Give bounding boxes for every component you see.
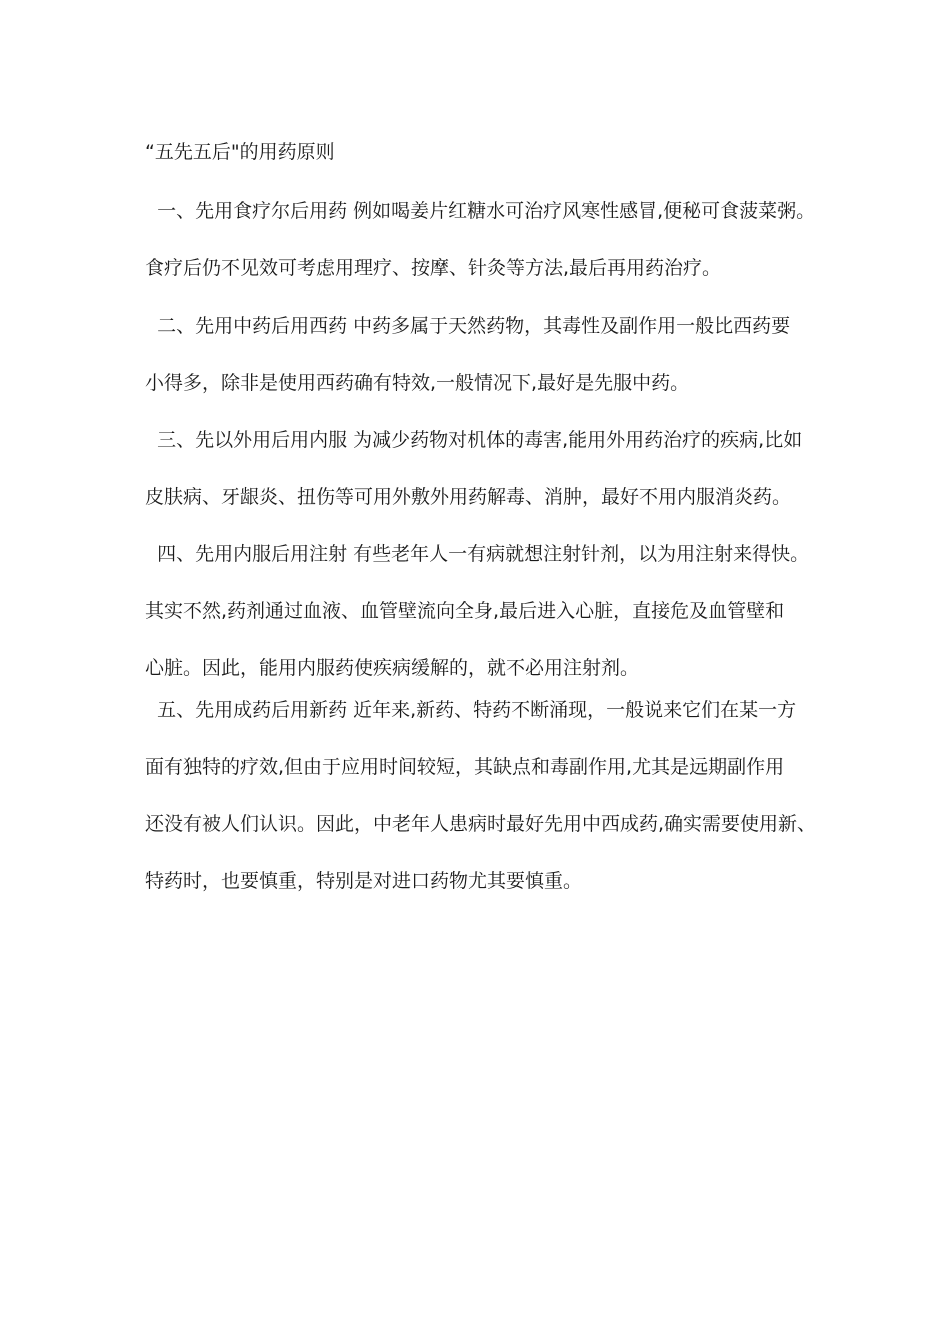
section-2 (145, 312, 835, 397)
document-title: “五先五后"的用药原则 (145, 141, 335, 163)
section-5-line-1: 五、先用成药后用新药 近年来,新药、特药不断涌现，一般说来它们在某一方 (145, 699, 797, 721)
section-2-line-1: 二、先用中药后用西药 中药多属于天然药物，其毒性及副作用一般比西药要 (145, 315, 791, 337)
section-4-line-2: 其实不然,药剂通过血液、血管壁流向全身,最后进入心脏，直接危及血管壁和 (145, 600, 785, 622)
section-5 (145, 696, 835, 895)
section-1-line-2: 食疗后仍不见效可考虑用理疗、按摩、针灸等方法,最后再用药治疗。 (145, 257, 722, 279)
section-5-line-4: 特药时，也要慎重，特别是对进口药物尤其要慎重。 (145, 870, 583, 892)
section-1 (145, 197, 835, 282)
section-4 (145, 540, 835, 682)
section-1-line-1: 一、先用食疗尔后用药 例如喝姜片红糖水可治疗风寒性感冒,便秘可食菠菜粥。 (145, 200, 816, 222)
section-5-line-2: 面有独特的疗效,但由于应用时间较短，其缺点和毒副作用,尤其是远期副作用 (145, 756, 785, 778)
section-4-line-3: 心脏。因此，能用内服药使疾病缓解的，就不必用注射剂。 (145, 657, 640, 679)
section-3 (145, 426, 835, 511)
section-3-line-2: 皮肤病、牙龈炎、扭伤等可用外敷外用药解毒、消肿，最好不用内服消炎药。 (145, 486, 792, 508)
section-4-line-1: 四、先用内服后用注射 有些老年人一有病就想注射针剂，以为用注射来得快。 (145, 543, 810, 565)
section-2-line-2: 小得多，除非是使用西药确有特效,一般情况下,最好是先服中药。 (145, 372, 690, 394)
section-3-line-1: 三、先以外用后用内服 为减少药物对机体的毒害,能用外用药治疗的疾病,比如 (145, 429, 803, 451)
section-5-line-3: 还没有被人们认识。因此，中老年人患病时最好先用中西成药,确实需要使用新、 (145, 813, 817, 835)
